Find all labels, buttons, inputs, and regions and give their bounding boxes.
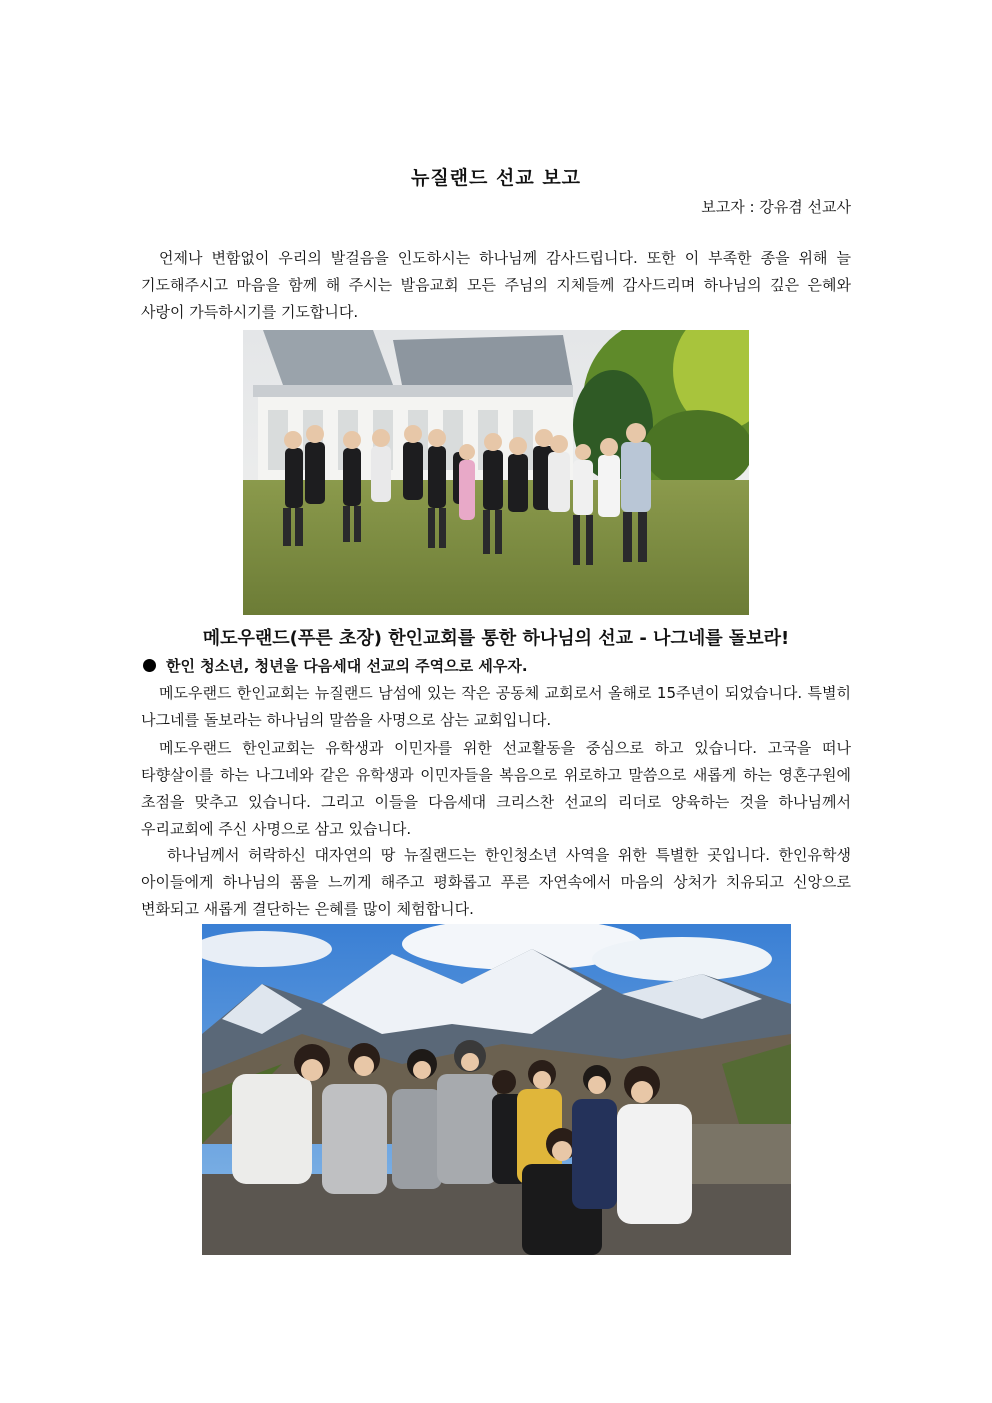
intro-paragraph: 언제나 변함없이 우리의 발걸음을 인도하시는 하나님께 감사드립니다. 또한 이 부족한 종을 위해 늘 기도해주시고 마음을 함께 해 주시는 발음교회 모든 주님의 지체들께 감사드리며 하나님의 깊은 은혜와 사랑이 가득하시기를 기도합니다.: [141, 249, 851, 321]
bullet-text: 한인 청소년, 청년을 다음세대 선교의 주역으로 세우자.: [166, 657, 528, 675]
mountain-group-photo: [202, 924, 791, 1255]
church-group-photo: [243, 330, 749, 615]
body-paragraph-1: 메도우랜드 한인교회는 뉴질랜드 남섬에 있는 작은 공동체 교회로서 올해로 15주년이 되었습니다. 특별히 나그네를 돌보라는 하나님의 말씀을 사명으로 삼는 교회입니다.: [141, 684, 851, 729]
body-paragraph-3: 하나님께서 허락하신 대자연의 땅 뉴질랜드는 한인청소년 사역을 위한 특별한 곳입니다. 한인유학생 아이들에게 하나님의 품을 느끼게 해주고 평화롭고 푸른 자연속에서 마음의 상처가 치유되고 신앙으로 변화되고 새롭게 결단하는 은혜를 많이 체험합니다.: [141, 846, 851, 918]
body-paragraph-2: 메도우랜드 한인교회는 유학생과 이민자를 위한 선교활동을 중심으로 하고 있습니다. 고국을 떠나 타향살이를 하는 나그네와 같은 유학생과 이민자들을 복음으로 위로하고 말씀으로 새롭게 하는 영혼구원에 초점을 맞추고 있습니다. 그리고 이들을 다음세대 크리스찬 선교의 리더로 양육하는 것을 하나님께서 우리교회에 주신 사명으로 삼고 있습니다.: [141, 739, 851, 838]
section-title: 메도우랜드(푸른 초장) 한인교회를 통한 하나님의 선교 - 나그네를 돌보라!: [202, 628, 790, 649]
bullet-icon: [143, 659, 156, 672]
page-title: 뉴질랜드 선교 보고: [410, 167, 582, 189]
reporter-line: 보고자 : 강유겸 선교사: [701, 198, 851, 216]
bullet-heading: [143, 655, 528, 677]
